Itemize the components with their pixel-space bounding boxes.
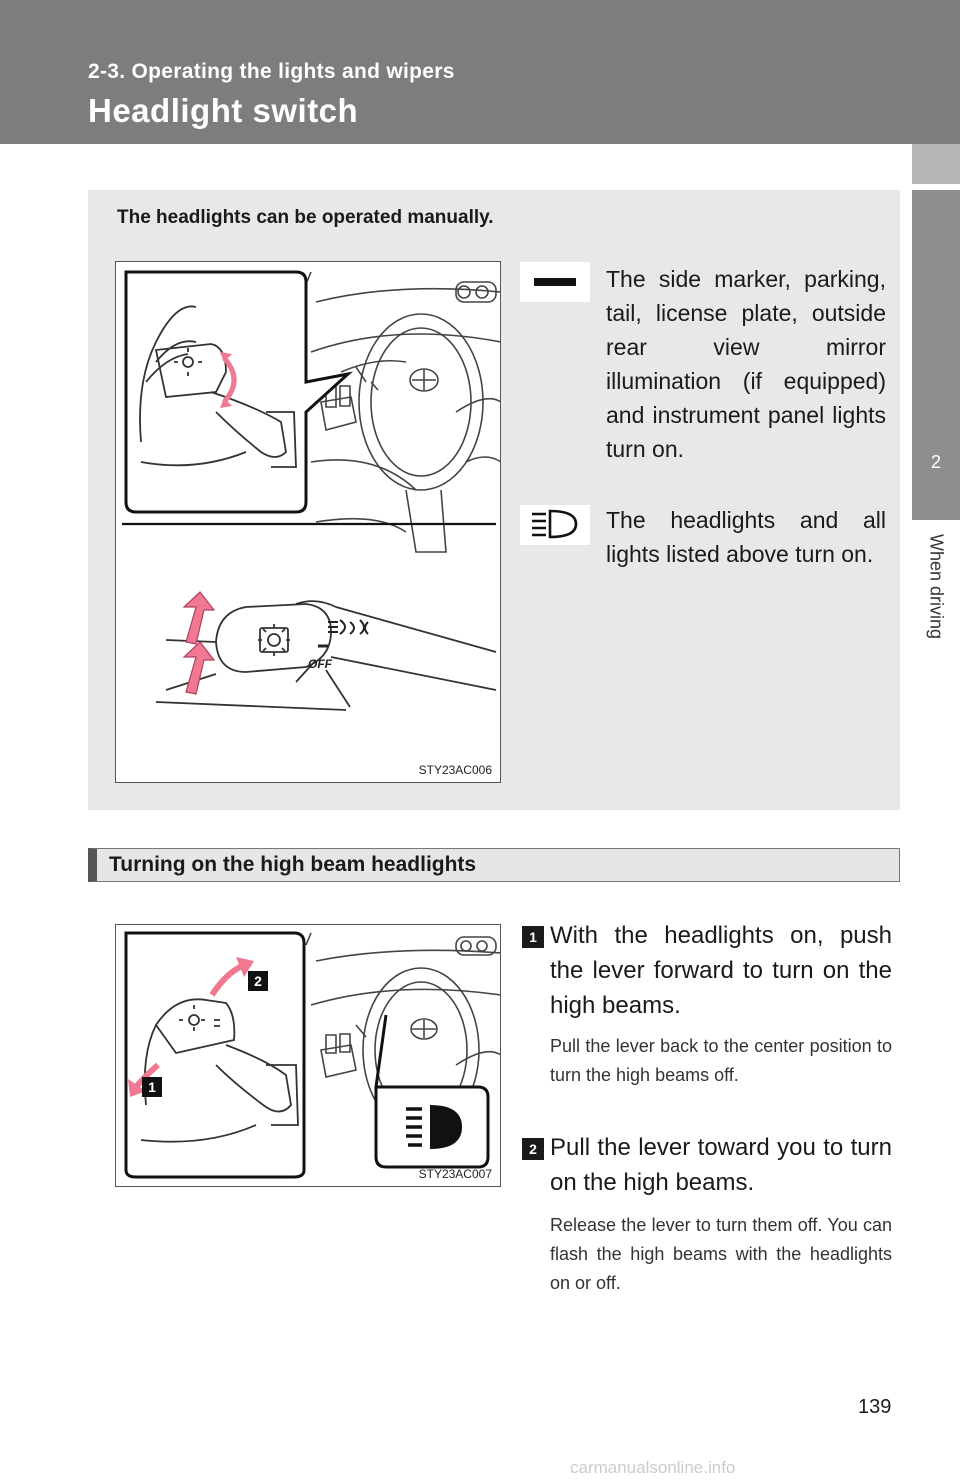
legend-text-parking: The side marker, parking, tail, license plate, outside rear view mirror illumination (if equipped) and instrument panel lights turn on. <box>606 266 886 462</box>
side-tab-top-block <box>912 144 960 184</box>
chapter-number: 2 <box>930 452 941 472</box>
figure-badge-1: 1 <box>148 1079 156 1095</box>
page-number: 139 <box>858 1396 892 1418</box>
figure-code-2: STY23AC007 <box>418 1167 492 1181</box>
headlight-low-beam-icon <box>520 505 590 545</box>
watermark-text: carmanualsonline.info <box>570 1458 736 1477</box>
chapter-tab <box>912 190 960 520</box>
intro-text: The headlights can be operated manually. <box>117 207 494 228</box>
step-2-text: Pull the lever toward you to turn on the high beams. <box>550 1134 892 1196</box>
figure-code: STY23AC006 <box>418 763 492 777</box>
chapter-label-box <box>912 520 960 680</box>
legend-text-headlights: The headlights and all lights listed above turn on. <box>606 507 886 567</box>
step-1-note: Pull the lever back to the center position to turn the high beams off. <box>550 1036 892 1085</box>
chapter-label: When driving <box>926 534 947 640</box>
parking-light-icon <box>520 262 590 302</box>
step-badge-1: 1 <box>522 926 544 948</box>
page-title: Headlight switch <box>88 92 359 129</box>
page-header <box>0 0 960 144</box>
section-subheading <box>88 848 900 882</box>
section-title: 2-3. Operating the lights and wipers <box>88 60 455 83</box>
step-2-note: Release the lever to turn them off. You can flash the high beams with the headlights on or off. <box>550 1215 892 1293</box>
step-badge-2: 2 <box>522 1138 544 1160</box>
high-beam-drawing-icon <box>116 925 501 1187</box>
off-label: OFF <box>308 657 332 671</box>
headlight-switch-illustration <box>115 261 501 783</box>
subheading-text: Turning on the high beam headlights <box>109 853 477 876</box>
high-beam-illustration <box>115 924 501 1187</box>
lever-drawing-icon <box>116 262 501 783</box>
figure-badge-2: 2 <box>254 973 262 989</box>
step-1-text: With the headlights on, push the lever forward to turn on the high beams. <box>550 922 892 1019</box>
